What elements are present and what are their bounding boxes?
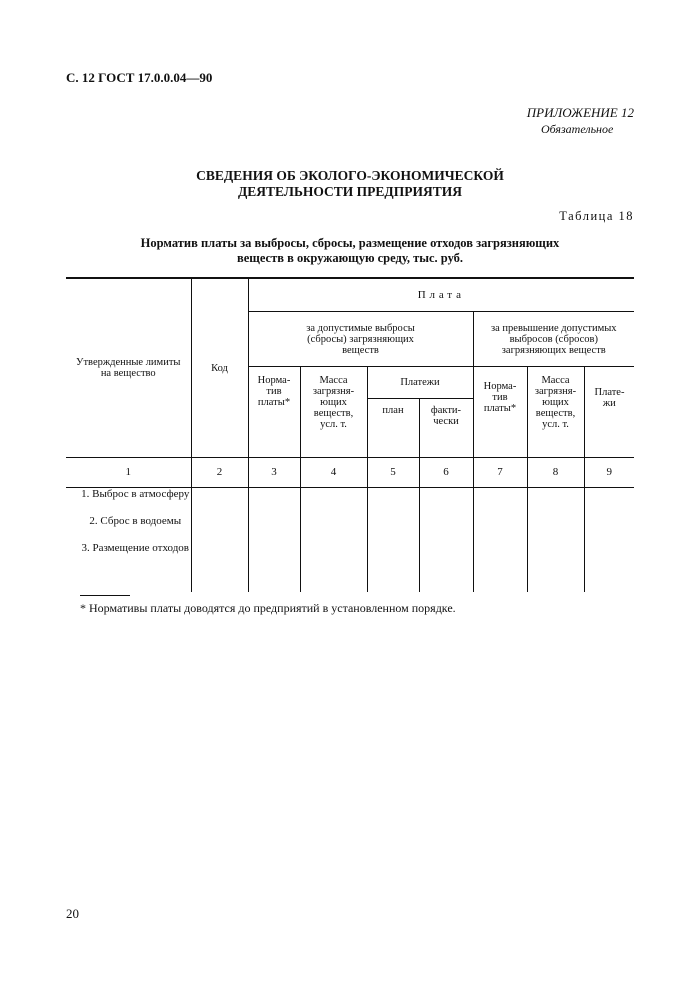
header-norm-excess <box>473 367 527 458</box>
table-title-line-2: веществ в окружающую среду, тыс. руб. <box>236 251 464 265</box>
header-allowable <box>248 312 473 367</box>
column-number-8: 8 <box>527 458 584 488</box>
row-discharge-water: 2. Сброс в водоемы <box>89 515 182 527</box>
footnote-divider <box>80 595 130 596</box>
table-title <box>0 236 700 266</box>
column-number-1: 1 <box>66 458 191 488</box>
header-payments-allowable: Платежи <box>367 367 473 399</box>
row-labels <box>66 488 191 593</box>
header-code-text: Код <box>211 362 228 374</box>
header-limits-text: Утвержденные лимиты на вещество <box>76 357 181 379</box>
cell-plan <box>367 488 419 593</box>
header-code <box>191 278 248 458</box>
appendix-subtitle: Обязательное <box>541 122 614 136</box>
header-payments-excess <box>584 367 634 458</box>
header-allowable-text: за допустимые выбросы (сбросы) загрязняющих веществ <box>306 322 415 356</box>
appendix-title: ПРИЛОЖЕНИЕ 12 <box>526 105 634 120</box>
document-title-line-2: ДЕЯТЕЛЬНОСТИ ПРЕДПРИЯТИЯ <box>238 184 462 199</box>
cell-payments-excess <box>584 488 634 593</box>
header-norm-allowable <box>248 367 300 458</box>
column-number-5: 5 <box>367 458 419 488</box>
header-mass-excess <box>527 367 584 458</box>
table-title-line-1: Норматив платы за выбросы, сбросы, размещение отходов загрязняющих <box>140 236 560 250</box>
header-excess-text: за превышение допустимых выбросов (сбросов) загрязняющих веществ <box>491 322 617 356</box>
header-norm-allowable-text: Норма-тив платы* <box>257 375 291 408</box>
cell-norm-allowable <box>248 488 300 593</box>
header-payments-excess-text: Плате-жи <box>594 387 625 409</box>
document-title-line-1: СВЕДЕНИЯ ОБ ЭКОЛОГО-ЭКОНОМИЧЕСКОЙ <box>196 168 504 183</box>
column-number-6: 6 <box>419 458 473 488</box>
header-plata: Плата <box>248 278 634 312</box>
document-title <box>0 168 700 200</box>
page-number: 20 <box>66 906 79 921</box>
column-number-4: 4 <box>300 458 367 488</box>
header-norm-excess-text: Норма-тив платы* <box>483 381 517 414</box>
payment-table <box>66 277 634 592</box>
header-limits <box>66 278 191 458</box>
table-number: Таблица 18 <box>559 209 634 223</box>
row-waste-placement: 3. Размещение отходов <box>81 542 189 554</box>
header-mass-excess-text: Масса загрязня-ющих веществ, усл. т. <box>534 375 577 430</box>
column-number-9: 9 <box>584 458 634 488</box>
header-excess <box>473 312 634 367</box>
header-mass-allowable-text: Масса загрязня-ющих веществ, усл. т. <box>312 375 355 430</box>
cell-mass-allowable <box>300 488 367 593</box>
header-actual <box>419 398 473 457</box>
footnote: * Нормативы платы доводятся до предприятий в установленном порядке. <box>80 601 456 615</box>
cell-mass-excess <box>527 488 584 593</box>
column-number-3: 3 <box>248 458 300 488</box>
cell-code <box>191 488 248 593</box>
row-emission-atmosphere: 1. Выброс в атмосферу <box>81 488 190 500</box>
header-plan: план <box>367 398 419 457</box>
header-actual-text: факти-чески <box>430 404 462 427</box>
cell-norm-excess <box>473 488 527 593</box>
cell-actual <box>419 488 473 593</box>
column-number-2: 2 <box>191 458 248 488</box>
column-number-7: 7 <box>473 458 527 488</box>
header-mass-allowable <box>300 367 367 458</box>
running-header: С. 12 ГОСТ 17.0.0.04—90 <box>66 70 213 85</box>
